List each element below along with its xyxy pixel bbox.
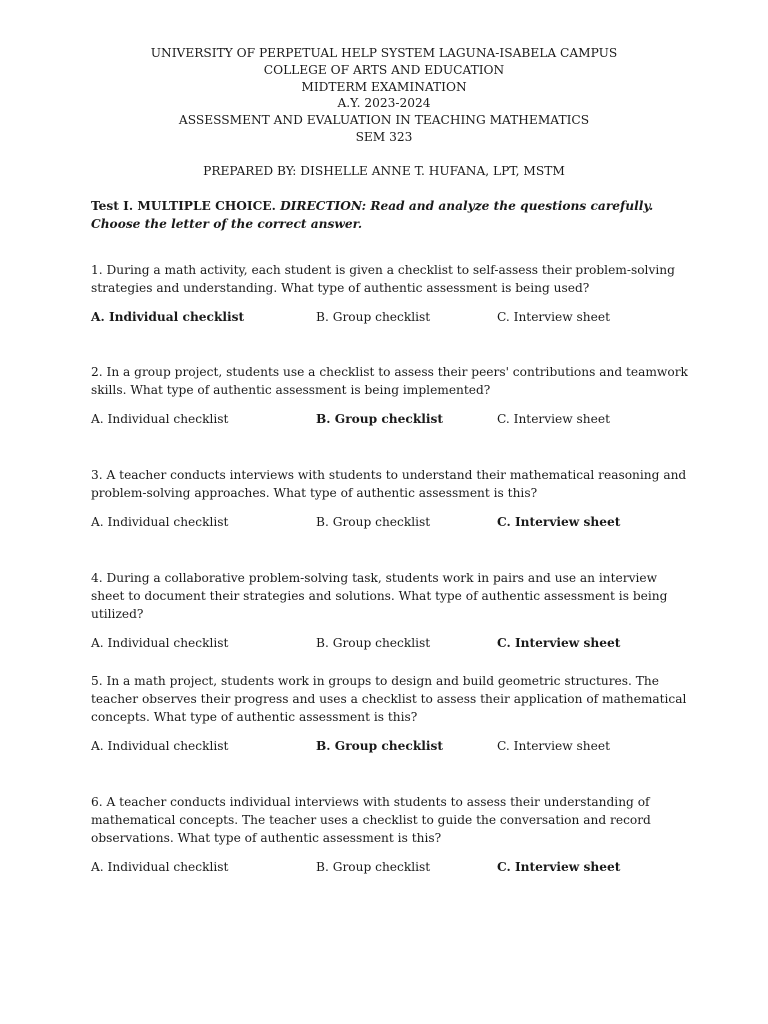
question-5 — [91, 672, 691, 755]
question-6 — [91, 793, 691, 876]
direction-text: DIRECTION: Read and analyze the questions carefully. Choose the letter of the correct answer. — [91, 199, 654, 231]
option-b: B. Group checklist — [316, 515, 431, 529]
option-c: C. Interview sheet — [497, 860, 621, 874]
option-b: B. Group checklist — [316, 412, 444, 426]
question-stem: 6. A teacher conducts individual interviews with students to assess their understanding of mathematical concepts. The teacher uses a checklist to guide the conversation and record observations. What type of authentic assessment is this? — [91, 795, 651, 845]
question-stem: 3. A teacher conducts interviews with students to understand their mathematical reasoning and problem-solving approaches. What type of authentic assessment is this? — [91, 468, 687, 500]
test-title: Test I. MULTIPLE CHOICE. — [91, 199, 276, 213]
exam-title: MIDTERM EXAMINATION — [301, 79, 467, 94]
question-stem: 1. During a math activity, each student is given a checklist to self-assess their problem-solving strategies and understanding. What type of authentic assessment is being used? — [91, 263, 675, 295]
option-b: B. Group checklist — [316, 310, 431, 324]
prepared-by: PREPARED BY: DISHELLE ANNE T. HUFANA, LPT, MSTM — [203, 164, 565, 178]
option-a: A. Individual checklist — [91, 860, 229, 874]
question-4 — [91, 569, 691, 652]
option-c: C. Interview sheet — [497, 310, 610, 324]
exam-header — [0, 45, 768, 146]
question-stem: 5. In a math project, students work in groups to design and build geometric structures. The teacher observes their progress and uses a checklist to assess their application of mathematical concepts. What type of authentic assessment is this? — [91, 674, 687, 724]
college-name: COLLEGE OF ARTS AND EDUCATION — [263, 62, 505, 77]
option-b: B. Group checklist — [316, 636, 431, 650]
academic-year: A.Y. 2023-2024 — [337, 96, 431, 111]
option-row — [91, 858, 691, 876]
option-row — [91, 410, 691, 428]
option-b: B. Group checklist — [316, 739, 444, 753]
option-c: C. Interview sheet — [497, 739, 610, 753]
option-a: A. Individual checklist — [91, 636, 229, 650]
option-a: A. Individual checklist — [91, 515, 229, 529]
option-a: A. Individual checklist — [91, 739, 229, 753]
question-3 — [91, 466, 691, 531]
option-c: C. Interview sheet — [497, 412, 610, 426]
option-a: A. Individual checklist — [91, 412, 229, 426]
option-b: B. Group checklist — [316, 860, 431, 874]
option-row — [91, 513, 691, 531]
option-row — [91, 634, 691, 652]
option-c: C. Interview sheet — [497, 636, 621, 650]
course-title: ASSESSMENT AND EVALUATION IN TEACHING MATHEMATICS — [178, 113, 590, 128]
option-a: A. Individual checklist — [91, 310, 245, 324]
university-name: UNIVERSITY OF PERPETUAL HELP SYSTEM LAGUNA-ISABELA CAMPUS — [150, 46, 618, 60]
question-stem: 2. In a group project, students use a checklist to assess their peers' contributions and teamwork skills. What type of authentic assessment is being implemented? — [91, 365, 688, 397]
option-c: C. Interview sheet — [497, 515, 621, 529]
course-code: SEM 323 — [355, 129, 413, 144]
question-1 — [91, 261, 691, 326]
option-row — [91, 308, 691, 326]
option-row — [91, 737, 691, 755]
test-direction — [91, 197, 681, 233]
question-stem: 4. During a collaborative problem-solving task, students work in pairs and use an interview sheet to document their strategies and solutions. What type of authentic assessment is being utilized? — [91, 571, 668, 621]
question-2 — [91, 363, 691, 428]
